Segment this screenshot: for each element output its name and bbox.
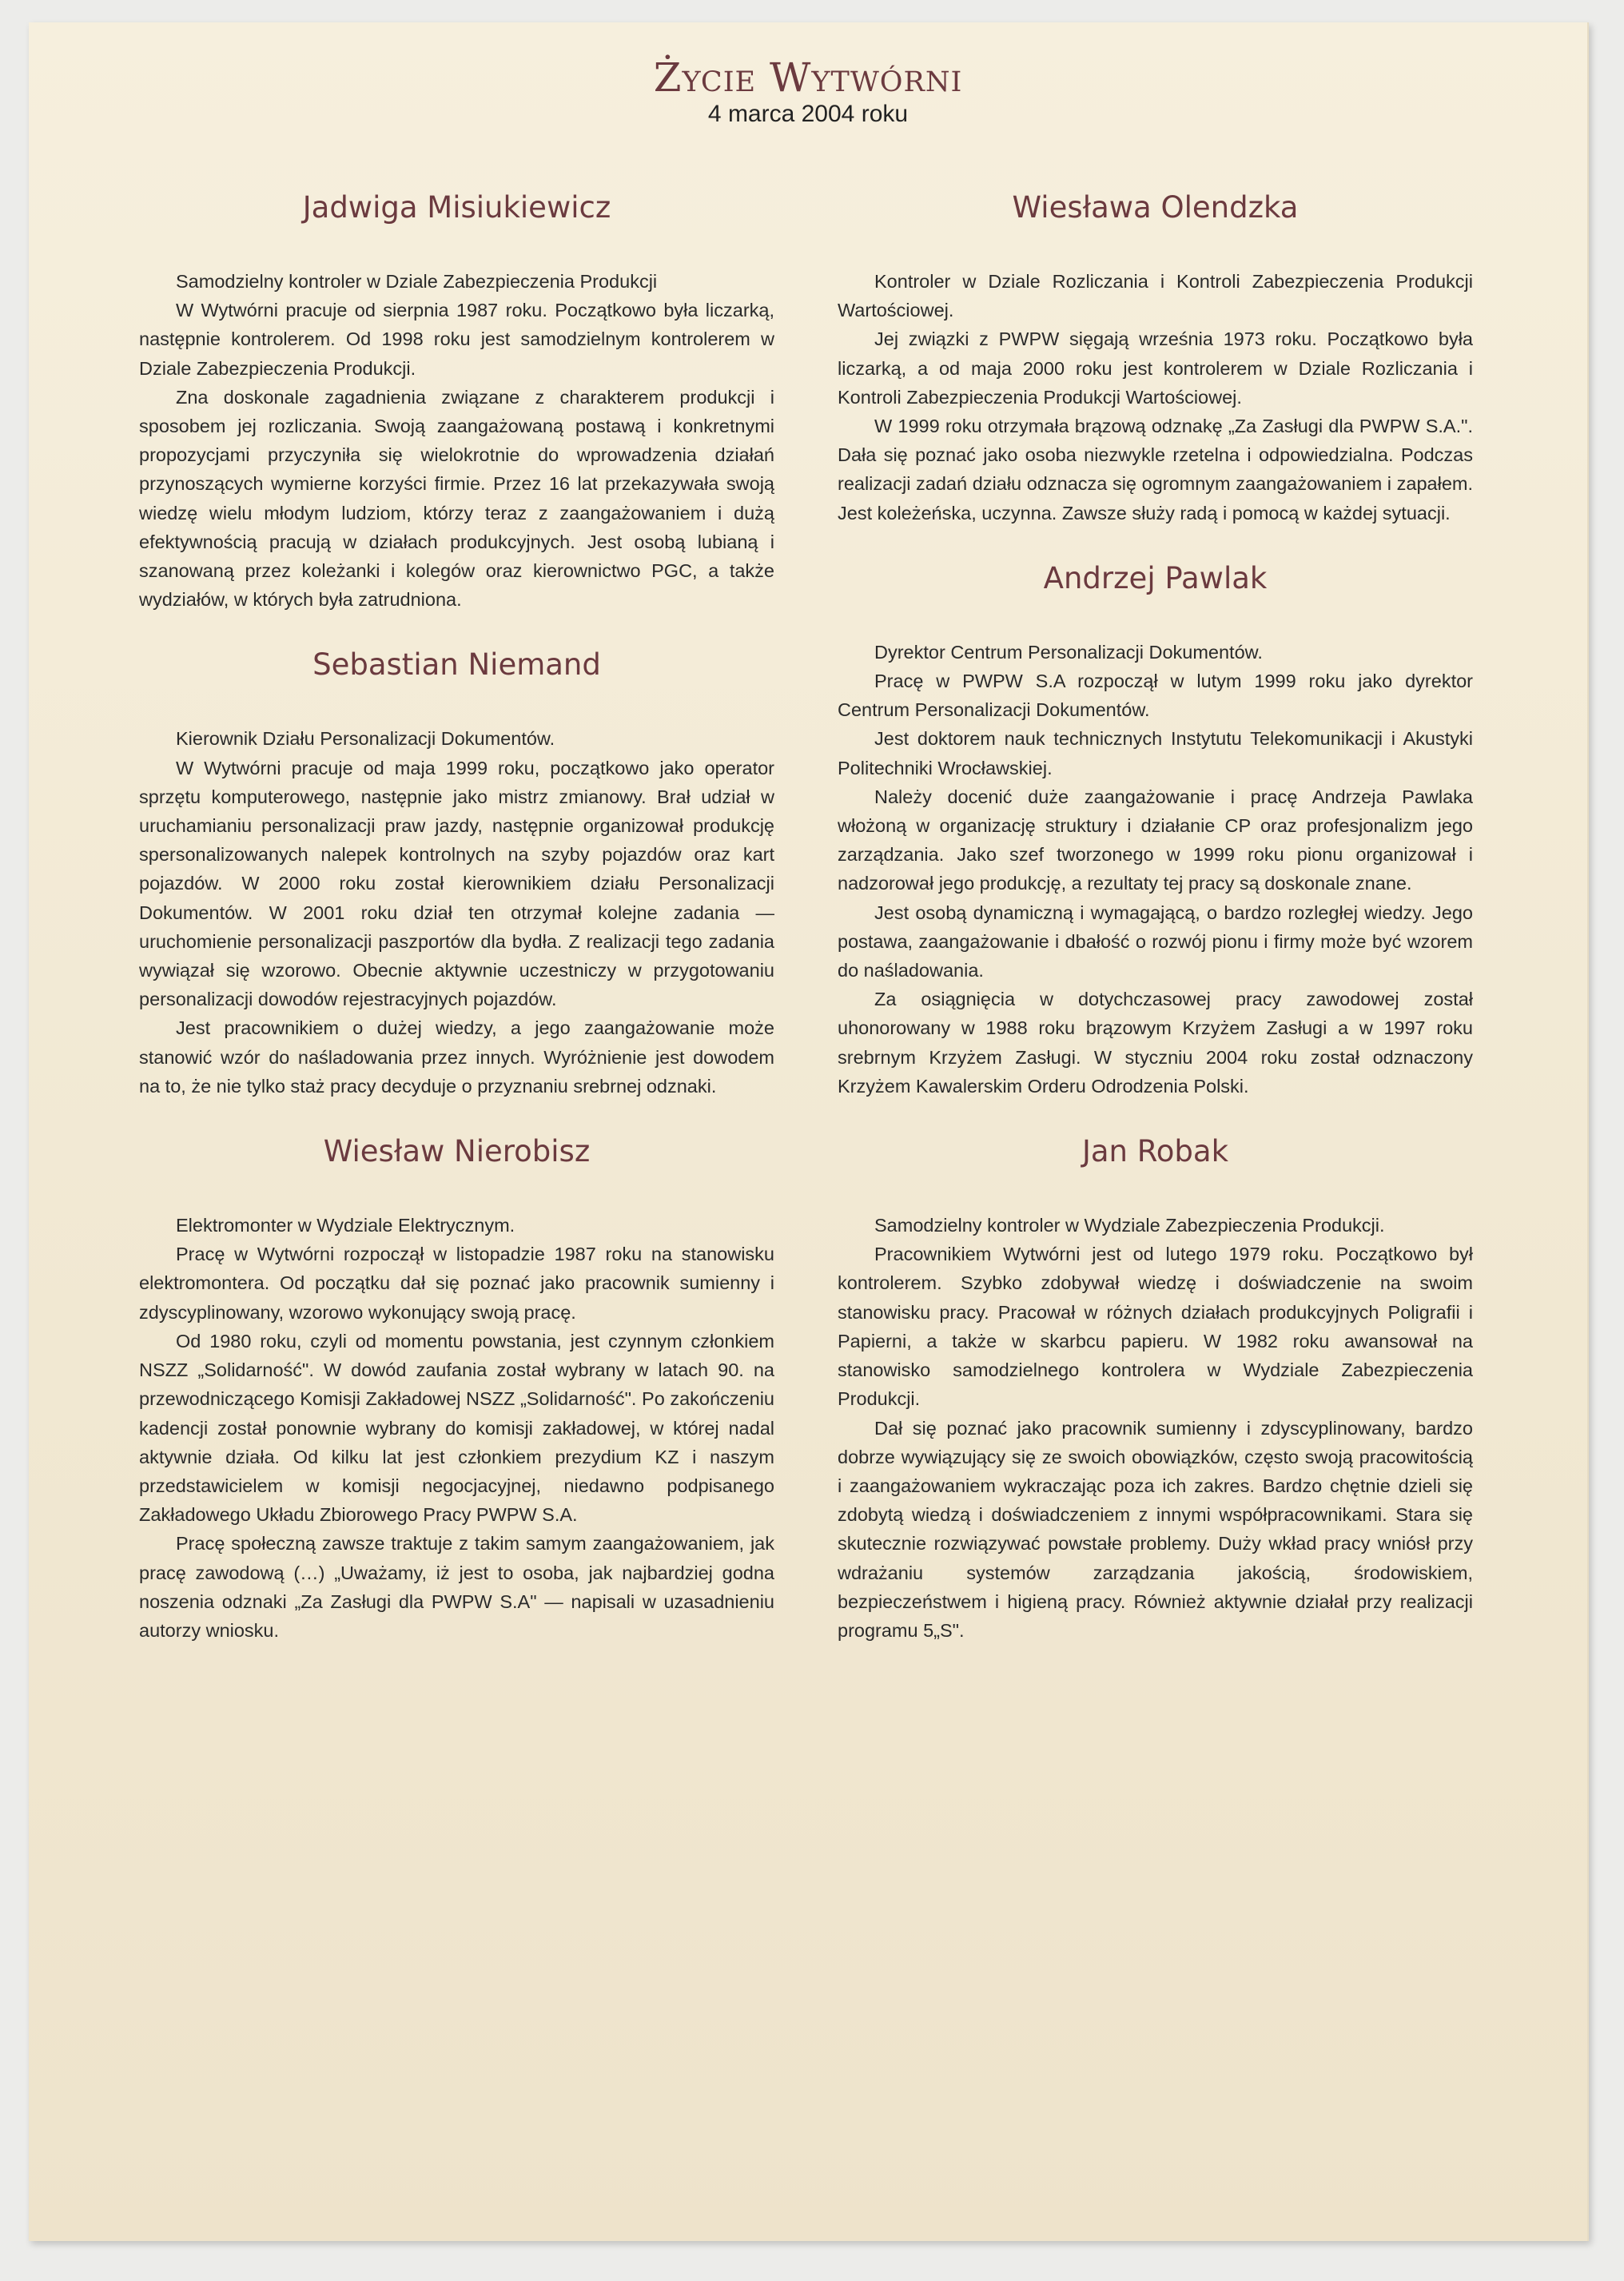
article-role: Samodzielny kontroler w Dziale Zabezpieczenia Produkcji xyxy=(176,271,658,292)
article-paragraph: Za osiągnięcia w dotychczasowej pracy zawodowej został uhonorowany w 1988 roku brązowym Krzyżem Zasługi a w 1997 roku srebrnym Krzyżem Zasługi. W styczniu 2004 roku został odznaczony Krzyżem Kawalerskim Orderu Odrodzenia Polski. xyxy=(838,989,1473,1097)
article-paragraph: Pracownikiem Wytwórni jest od lutego 1979 roku. Początkowo był kontrolerem. Szybko zdobywał wiedzę i doświadczenie na swoim stanowisku pracy. Pracował w różnych działach produkcyjnych Poligrafii i Papierni, a także w skarbcu papieru. W 1982 roku awansował na stanowisko samodzielnego kontrolera w Wydziale Zabezpieczenia Produkcji. xyxy=(838,1244,1473,1410)
left-column xyxy=(139,190,774,1678)
article-paragraph: Pracę społeczną zawsze traktuje z takim samym zaangażowaniem, jak pracę zawodową (…) „Uważamy, iż jest to osoba, jak najbardziej godna noszenia odznaki „Za Zasługi dla PWPW S.A" — napisali w uzasadnieniu autorzy wniosku. xyxy=(139,1533,774,1641)
article-paragraph: W 1999 roku otrzymała brązową odznakę „Za Zasługi dla PWPW S.A.". Dała się poznać jako osoba niezwykle rzetelna i odpowiedzialna. Podczas realizacji zadań działu odznacza się ogromnym zaangażowaniem i zapałem. Jest koleżeńska, uczynna. Zawsze służy radą i pomocą w każdej sytuacji. xyxy=(838,416,1473,523)
article-paragraph: Zna doskonale zagadnienia związane z charakterem produkcji i sposobem jej rozliczania. Swoją zaangażowaną postawą i konkretnymi propozycjami przyczyniła się wielokrotnie do wprowadzenia działań przynoszących wymierne korzyści firmie. Przez 16 lat przekazywała swoją wiedzę wielu młodym ludziom, którzy teraz z zaangażowaniem i dużą efektywnością pracują w działach produkcyjnych. Jest osobą lubianą i szanowaną przez koleżanki i kolegów oraz kierownictwo PGC, a także wydziałów, w których była zatrudniona. xyxy=(139,386,774,611)
article-paragraph: Jest osobą dynamiczną i wymagającą, o bardzo rozległej wiedzy. Jego postawa, zaangażowanie i dbałość o rozwój pionu i firmy może być wzorem do naśladowania. xyxy=(838,902,1473,981)
article-role: Dyrektor Centrum Personalizacji Dokumentów. xyxy=(874,641,1263,663)
article-heading: Sebastian Niemand xyxy=(312,647,601,683)
article-niemand xyxy=(139,647,774,1101)
article-paragraph: Jej związki z PWPW sięgają września 1973 roku. Początkowo była liczarką, a od maja 2000 roku jest kontrolerem w Dziale Rozliczania i Kontroli Zabezpieczenia Produkcji Wartościowej. xyxy=(838,328,1473,408)
article-heading: Wiesława Olendzka xyxy=(1012,190,1299,225)
article-misiukiewicz xyxy=(139,190,774,614)
article-heading: Wiesław Nierobisz xyxy=(323,1134,591,1169)
article-paragraph: Jest pracownikiem o dużej wiedzy, a jego zaangażowanie może stanowić wzór do naśladowania przez innych. Wyróżnienie jest dowodem na to, że nie tylko staż pracy decyduje o przyznaniu srebrnej odznaki. xyxy=(139,1017,774,1097)
article-paragraph: Od 1980 roku, czyli od momentu powstania, jest czynnym członkiem NSZZ „Solidarność". W dowód zaufania został wybrany w latach 90. na przewodniczącego Komisji Zakładowej NSZZ „Solidarność". Po zakończeniu kadencji został ponownie wybrany do komisji zakładowej, w której nadal aktywnie działa. Od kilku lat jest członkiem prezydium KZ i naszym przedstawicielem w komisji negocjacyjnej, niedawno podpisanego Zakładowego Układu Zbiorowego Pracy PWPW S.A. xyxy=(139,1330,774,1526)
article-paragraph: W Wytwórni pracuje od maja 1999 roku, początkowo jako operator sprzętu komputerowego, następnie jako mistrz zmianowy. Brał udział w uruchamianiu personalizacji praw jazdy, następnie organizował produkcję spersonalizowanych nalepek kontrolnych na szyby pojazdów oraz kart pojazdów. W 2000 roku został kierownikiem działu Personalizacji Dokumentów. W 2001 roku dział ten otrzymał kolejne zadania — uruchomienie personalizacji paszportów dla bydła. Z realizacji tego zadania wywiązał się wzorowo. Obecnie aktywnie uczestniczy w przygotowaniu personalizacji dowodów rejestracyjnych pojazdów. xyxy=(139,757,774,1010)
article-role: Kontroler w Dziale Rozliczania i Kontroli Zabezpieczenia Produkcji Wartościowej. xyxy=(838,271,1473,321)
newsletter-title: Życie Wytwórni xyxy=(653,54,963,101)
article-paragraph: Pracę w Wytwórni rozpoczął w listopadzie 1987 roku na stanowisku elektromontera. Od początku dał się poznać jako pracownik sumienny i zdyscyplinowany, wzorowo wykonujący swoją pracę. xyxy=(139,1244,774,1323)
article-heading: Jan Robak xyxy=(1081,1134,1229,1169)
article-pawlak xyxy=(838,561,1473,1101)
article-paragraph: Jest doktorem nauk technicznych Instytutu Telekomunikacji i Akustyki Politechniki Wrocławskiej. xyxy=(838,728,1473,778)
article-paragraph: Dał się poznać jako pracownik sumienny i zdyscyplinowany, bardzo dobrze wywiązujący się ze swoich obowiązków, często swoją pracowitością i zaangażowaniem wykraczając poza ich zakres. Bardzo chętnie dzieli się zdobytą wiedzą i doświadczeniem z innymi współpracownikami. Stara się skutecznie rozwiązywać powstałe problemy. Duży wkład pracy wniósł przy wdrażaniu systemów zarządzania jakością, środowiskiem, bezpieczeństwem i higieną pracy. Również aktywnie działał przy realizacji programu 5„S". xyxy=(838,1417,1473,1641)
article-nierobisz xyxy=(139,1134,774,1645)
article-heading: Jadwiga Misiukiewicz xyxy=(302,190,611,225)
article-role: Samodzielny kontroler w Wydziale Zabezpieczenia Produkcji. xyxy=(874,1215,1385,1236)
newsletter-page xyxy=(29,22,1589,2241)
masthead xyxy=(29,54,1587,128)
article-heading: Andrzej Pawlak xyxy=(1043,560,1268,595)
issue-date: 4 marca 2004 roku xyxy=(707,101,909,127)
article-paragraph: Należy docenić duże zaangażowanie i pracę Andrzeja Pawlaka włożoną w organizację struktury i działanie CP oraz profesjonalizm jego zarządzania. Jako szef tworzonego w 1999 roku pionu organizował i nadzorował jego produkcję, a rezultaty tej pracy są doskonale znane. xyxy=(838,786,1473,894)
right-column xyxy=(838,190,1473,1678)
article-role: Elektromonter w Wydziale Elektrycznym. xyxy=(176,1215,515,1236)
article-olendzka xyxy=(838,190,1473,527)
article-paragraph: W Wytwórni pracuje od sierpnia 1987 roku. Początkowo była liczarką, następnie kontrolerem. Od 1998 roku jest samodzielnym kontrolerem w Dziale Zabezpieczenia Produkcji. xyxy=(139,300,774,379)
article-paragraph: Pracę w PWPW S.A rozpoczął w lutym 1999 roku jako dyrektor Centrum Personalizacji Dokumentów. xyxy=(838,671,1473,721)
article-robak xyxy=(838,1134,1473,1645)
article-role: Kierownik Działu Personalizacji Dokumentów. xyxy=(176,728,555,750)
